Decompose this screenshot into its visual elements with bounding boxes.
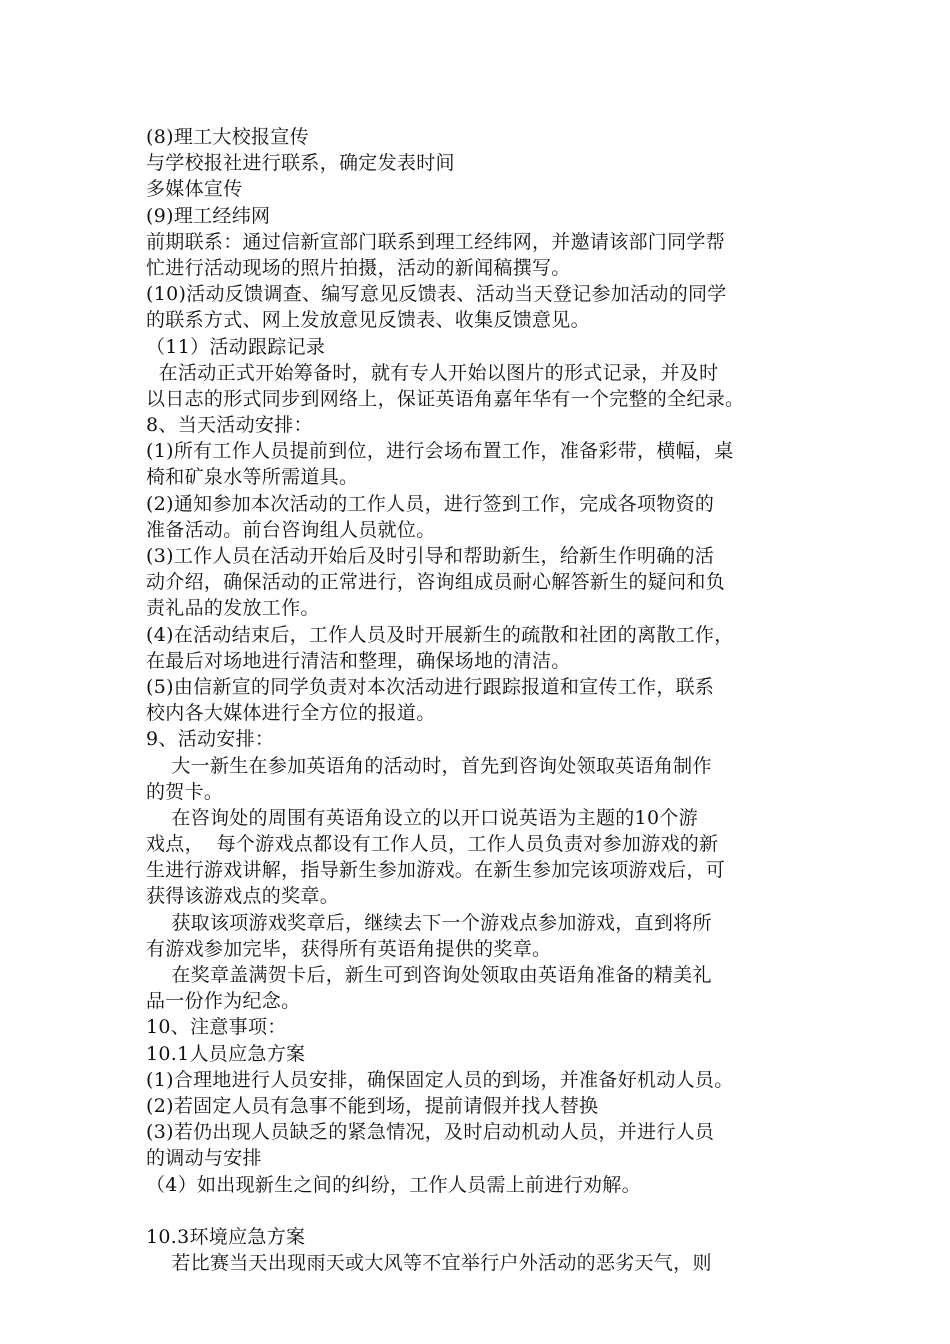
text-line: (1)所有工作人员提前到位，进行会场布置工作，准备彩带，横幅，桌 <box>146 440 734 463</box>
text-line: 的调动与安排 <box>146 1147 262 1170</box>
text-line: 以日志的形式同步到网络上，保证英语角嘉年华有一个完整的全纪录。 <box>146 387 745 410</box>
text-line: 的贺卡。 <box>146 780 224 803</box>
text-line: (5)由信新宣的同学负责对本次活动进行跟踪报道和宣传工作，联系 <box>146 675 715 698</box>
text-line: (8)理工大校报宣传 <box>146 126 309 148</box>
text-line: （4）如出现新生之间的纠纷，工作人员需上前进行劝解。 <box>146 1173 641 1196</box>
text-line: 准备活动。前台咨询组人员就位。 <box>146 518 436 541</box>
text-line: 动介绍，确保活动的正常进行，咨询组成员耐心解答新生的疑问和负 <box>146 571 726 594</box>
text-line: (10)活动反馈调查、编写意见反馈表、活动当天登记参加活动的同学 <box>146 283 727 306</box>
text-line: 品一份作为纪念。 <box>146 990 301 1013</box>
text-line: 忙进行活动现场的照片拍摄，活动的新闻稿撰写。 <box>146 256 571 279</box>
text-line: 前期联系：通过信新宣部门联系到理工经纬网，并邀请该部门同学帮 <box>146 230 726 253</box>
section-heading: 10、注意事项： <box>146 1016 287 1039</box>
text-line: (4)在活动结束后，工作人员及时开展新生的疏散和社团的离散工作， <box>146 623 734 646</box>
text-line: (3)若仍出现人员缺乏的紧急情况，及时启动机动人员，并进行人员 <box>146 1121 715 1144</box>
text-line: (3)工作人员在活动开始后及时引导和帮助新生，给新生作明确的活 <box>146 545 715 567</box>
text-line: 校内各大媒体进行全方位的报道。 <box>146 702 436 725</box>
text-line: 椅和矿泉水等所需道具。 <box>146 466 359 489</box>
text-line: 有游戏参加完毕，获得所有英语角提供的奖章。 <box>146 937 552 960</box>
text-line: 在咨询处的周围有英语角设立的以开口说英语为主题的10个游 <box>146 806 698 829</box>
text-line: (1)合理地进行人员安排，确保固定人员的到场，并准备好机动人员。 <box>146 1068 734 1091</box>
section-heading: 9、活动安排： <box>146 728 275 751</box>
text-line: 获取该项游戏奖章后，继续去下一个游戏点参加游戏，直到将所 <box>146 911 712 934</box>
blank-line <box>146 1198 826 1224</box>
text-line: 在最后对场地进行清洁和整理，确保场地的清洁。 <box>146 649 571 672</box>
text-line: 戏点， 每个游戏点都设有工作人员，工作人员负责对参加游戏的新 <box>146 833 719 856</box>
text-line: 在奖章盖满贺卡后，新生可到咨询处领取由英语角准备的精美礼 <box>146 964 712 986</box>
text-line: 生进行游戏讲解，指导新生参加游戏。在新生参加完该项游戏后，可 <box>146 859 726 882</box>
section-heading: 8、当天活动安排： <box>146 414 313 437</box>
text-line: 与学校报社进行联系，确定发表时间 <box>146 152 455 175</box>
text-line: 在活动正式开始筹备时，就有专人开始以图片的形式记录，并及时 <box>146 361 719 384</box>
text-line: 若比赛当天出现雨天或大风等不宜举行户外活动的恶劣天气，则 <box>146 1252 712 1275</box>
text-line: 大一新生在参加英语角的活动时，首先到咨询处领取英语角制作 <box>146 754 712 777</box>
text-line: 责礼品的发放工作。 <box>146 597 320 620</box>
text-line: （11）活动跟踪记录 <box>146 335 326 358</box>
text-line: (2)通知参加本次活动的工作人员，进行签到工作，完成各项物资的 <box>146 492 715 515</box>
text-line: (9)理工经纬网 <box>146 204 271 227</box>
document-body <box>146 124 826 1276</box>
text-line: 的联系方式、网上发放意见反馈表、收集反馈意见。 <box>146 309 590 332</box>
subsection-heading: 10.3环境应急方案 <box>146 1225 306 1248</box>
text-line: 多媒体宣传 <box>146 178 243 201</box>
subsection-heading: 10.1人员应急方案 <box>146 1042 306 1065</box>
text-line: 获得该游戏点的奖章。 <box>146 885 340 908</box>
text-line: (2)若固定人员有急事不能到场，提前请假并找人替换 <box>146 1094 599 1117</box>
